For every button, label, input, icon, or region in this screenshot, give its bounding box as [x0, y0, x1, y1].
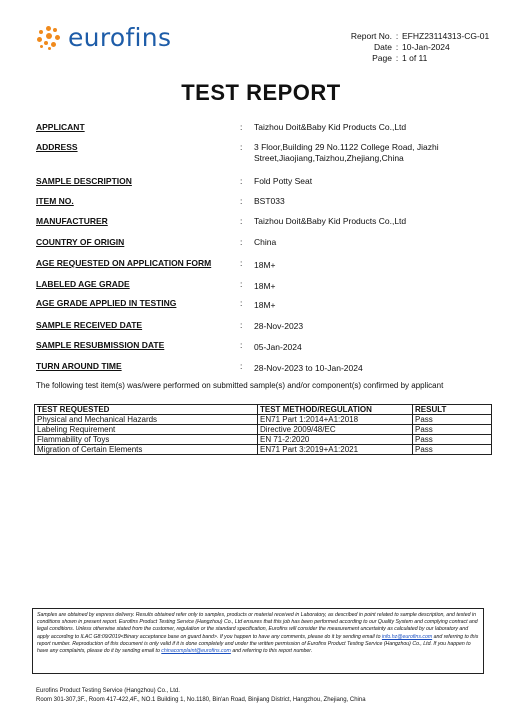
- table-cell: EN71 Part 1:2014+A1:2018: [258, 415, 413, 425]
- page-label: Page: [372, 53, 392, 63]
- results-table: [34, 404, 492, 455]
- disclaimer-box: [32, 608, 484, 674]
- table-row: [35, 415, 492, 425]
- table-cell: EN71 Part 3:2019+A1:2021: [258, 445, 413, 455]
- field-value: 28-Nov-2023: [254, 321, 304, 331]
- table-cell: EN 71-2:2020: [258, 435, 413, 445]
- field-value: BST033: [254, 196, 285, 206]
- footer-address: Room 301-307,3F., Room 417-422,4F., NO.1 Building 1, No.1180, Bin'an Road, Binjiang District, Hangzhou, Zhejiang, China: [36, 697, 366, 703]
- field-label: APPLICANT: [36, 122, 85, 132]
- table-cell: Directive 2009/48/EC: [258, 425, 413, 435]
- table-cell: Labeling Requirement: [35, 425, 258, 435]
- table-row: [35, 425, 492, 435]
- table-cell: Pass: [413, 435, 492, 445]
- field-label: AGE GRADE APPLIED IN TESTING: [36, 298, 177, 308]
- column-header: TEST REQUESTED: [35, 405, 258, 415]
- table-cell: Pass: [413, 445, 492, 455]
- table-header-row: [35, 405, 492, 415]
- table-cell: Migration of Certain Elements: [35, 445, 258, 455]
- report-date: 10-Jan-2024: [402, 42, 450, 52]
- page-title: TEST REPORT: [181, 80, 341, 105]
- footer-company: Eurofins Product Testing Service (Hangzhou) Co., Ltd.: [36, 688, 180, 694]
- eurofins-dots-icon: [36, 25, 62, 51]
- field-label: COUNTRY OF ORIGIN: [36, 237, 125, 247]
- field-value: 18M+: [254, 260, 276, 270]
- disclaimer-text: and referring to this report number. Reproduction of this document is only valid if it is done completely and under the written permission of Eurofins Product Testing Service (Hangzhou) Co., Ltd. If you happen to have any complaints, please do it by sending email to: [37, 633, 479, 655]
- table-cell: Pass: [413, 425, 492, 435]
- field-label: MANUFACTURER: [36, 216, 108, 226]
- field-value: 18M+: [254, 281, 276, 291]
- field-label: ITEM NO.: [36, 196, 74, 206]
- table-row: [35, 445, 492, 455]
- field-value: 3 Floor,Building 29 No.1122 College Road, Jiazhi: [254, 142, 439, 152]
- table-cell: Pass: [413, 415, 492, 425]
- disclaimer-text: and referring to this report number.: [230, 648, 313, 655]
- report-meta: Report No. : EFHZ23114313-CG-01 Date : 10-Jan-2024 Page : 1 of 11: [340, 31, 489, 64]
- field-value: Taizhou Doit&Baby Kid Products Co.,Ltd: [254, 122, 407, 132]
- field-label: SAMPLE DESCRIPTION: [36, 176, 132, 186]
- footer: [36, 687, 366, 705]
- field-value-line2: Street,Jiaojiang,Taizhou,Zhejiang,China: [254, 153, 404, 163]
- field-value: Taizhou Doit&Baby Kid Products Co.,Ltd: [254, 216, 407, 226]
- column-header: RESULT: [413, 405, 492, 415]
- table-cell: Flammability of Toys: [35, 435, 258, 445]
- field-label: SAMPLE RESUBMISSION DATE: [36, 340, 165, 350]
- field-label: LABELED AGE GRADE: [36, 279, 130, 289]
- field-value: Fold Potty Seat: [254, 176, 313, 186]
- report-no-label: Report No.: [350, 31, 392, 41]
- table-cell: Physical and Mechanical Hazards: [35, 415, 258, 425]
- field-value: 28-Nov-2023 to 10-Jan-2024: [254, 363, 363, 373]
- table-row: [35, 435, 492, 445]
- field-value: 18M+: [254, 300, 276, 310]
- column-header: TEST METHOD/REGULATION: [258, 405, 413, 415]
- field-label: TURN AROUND TIME: [36, 361, 122, 371]
- field-value: 05-Jan-2024: [254, 342, 302, 352]
- field-value: China: [254, 237, 277, 247]
- disclaimer-text: Samples are obtained by express delivery. Results obtained refer only to samples, products or material received in Laboratory, as described in point related to sample description, and tested in conditions shown in present report. Eurofins Product Testing Service (Hangzhou) Co., Ltd ensures that this job has been performed according to our Quality System and complying contract and legal conditions. Unless otherwise stated from the customer, regulation or the standard specification, Eurofins will consider the measurement uncertainty as calculated by our laboratory and apply according to ILAC G8:09/2019<Binary acceptance base on guard band>. If you happen to have any comments, please do it by sending email to: [37, 612, 478, 640]
- performed-statement: The following test item(s) was/were performed on submitted sample(s) and/or component(s) confirmed by applicant: [36, 381, 444, 390]
- eurofins-logo: [36, 23, 171, 52]
- field-label: AGE REQUESTED ON APPLICATION FORM: [36, 258, 212, 268]
- page-number: 1 of 11: [402, 53, 428, 63]
- brand-name: eurofins: [68, 23, 172, 52]
- info-email-link[interactable]: info.hz@eurofins.com: [381, 633, 433, 640]
- complaint-email-link[interactable]: chinacomplaint@eurofins.com: [161, 648, 231, 655]
- report-no: EFHZ23114313-CG-01: [402, 31, 490, 41]
- date-label: Date: [374, 42, 392, 52]
- field-label: SAMPLE RECEIVED DATE: [36, 320, 143, 330]
- field-label: ADDRESS: [36, 142, 78, 152]
